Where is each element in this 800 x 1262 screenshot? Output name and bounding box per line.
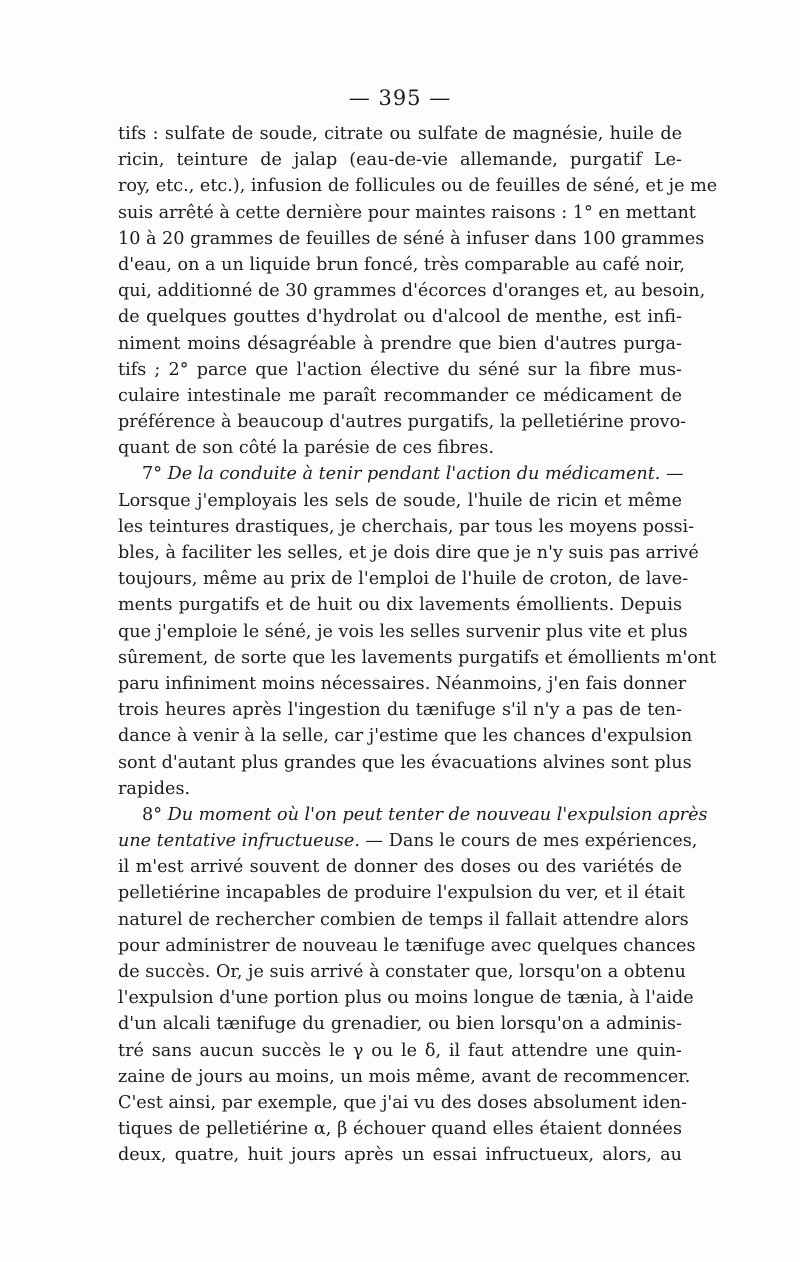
text-line: [118, 278, 706, 304]
text-line: [118, 173, 718, 199]
line-text: 7°: [142, 464, 162, 485]
line-text: préférence à beaucoup d'autres purgatifs, la pelletiérine provo-: [118, 412, 687, 433]
text-line: [118, 226, 705, 252]
line-text: culaire intestinale me paraît recommander ce médicament de: [118, 385, 682, 406]
text-line: [118, 985, 694, 1011]
line-text: d'un alcali tænifuge du grenadier, ou bien lorsqu'on a adminis-: [118, 1014, 682, 1035]
line-text: 10 à 20 grammes de feuilles de séné à infuser dans 100 grammes: [118, 228, 705, 249]
line-text: zaine de jours au moins, un mois même, avant de recommencer.: [118, 1066, 691, 1087]
text-line: [118, 409, 687, 435]
text-line: [118, 566, 689, 592]
line-text: toujours, même au prix de l'emploi de l'huile de croton, de lave-: [118, 569, 689, 590]
line-text: niment moins désagréable à prendre que bien d'autres purga-: [118, 333, 682, 354]
text-line: [118, 697, 682, 723]
body-text: [118, 121, 718, 1169]
text-line: [118, 959, 686, 985]
line-text: les teintures drastiques, je cherchais, par tous les moyens possi-: [118, 516, 695, 537]
text-line: [118, 619, 688, 645]
line-text: deux, quatre, huit jours après un essai infructueux, alors, au: [118, 1145, 682, 1166]
text-line: [118, 461, 682, 487]
text-line: [118, 488, 682, 514]
line-text: il m'est arrivé souvent de donner des doses ou des variétés de: [118, 857, 682, 878]
text-line: [118, 540, 699, 566]
line-text: qui, additionné de 30 grammes d'écorces d'oranges et, au besoin,: [118, 281, 706, 302]
line-text: de succès. Or, je suis arrivé à constater que, lorsqu'on a obtenu: [118, 962, 686, 982]
text-line: [118, 723, 693, 749]
line-text: sûrement, de sorte que les lavements purgatifs et émollients m'ont: [118, 647, 717, 668]
line-text: ricin, teinture de jalap (eau-de-vie allemande, purgatif Le-: [118, 150, 682, 171]
line-text: naturel de rechercher combien de temps il fallait attendre alors: [118, 909, 689, 930]
italic-heading: une tentative infructueuse.: [118, 831, 360, 852]
text-line: [118, 907, 689, 933]
text-line: [118, 671, 687, 697]
italic-heading: De la conduite à tenir pendant l'action du médicament.: [167, 464, 661, 485]
line-text: C'est ainsi, par exemple, que j'ai vu des doses absolument iden-: [118, 1092, 688, 1113]
text-line: [118, 828, 698, 854]
line-text: roy, etc., etc.), infusion de follicules ou de feuilles de séné, et je me: [118, 176, 718, 197]
text-line: [118, 592, 682, 618]
line-text: tifs ; 2° parce que l'action élective du séné sur la fibre mus-: [118, 359, 682, 380]
text-line: [118, 776, 682, 802]
text-line: [118, 1038, 682, 1064]
line-text: que j'emploie le séné, je vois les selles survenir plus vite et plus: [118, 621, 688, 642]
line-text: bles, à faciliter les selles, et je dois dire que je n'y suis pas arrivé: [118, 543, 699, 563]
line-text: 8°: [142, 804, 162, 825]
line-text: trois heures après l'ingestion du tænifuge s'il n'y a pas de ten-: [118, 700, 682, 721]
line-text: suis arrêté à cette dernière pour maintes raisons : 1° en mettant: [118, 202, 696, 223]
line-text: l'expulsion d'une portion plus ou moins longue de tænia, à l'aide: [118, 988, 694, 1009]
text-line: [118, 1064, 691, 1090]
text-line: [118, 252, 686, 278]
line-text: de quelques gouttes d'hydrolat ou d'alcool de menthe, est infi-: [118, 307, 682, 328]
text-line: [118, 121, 682, 147]
text-line: [118, 147, 682, 173]
text-line: [118, 854, 682, 880]
line-text: dance à venir à la selle, car j'estime que les chances d'expulsion: [118, 726, 693, 747]
text-line: [118, 1116, 682, 1142]
text-line: [118, 1090, 688, 1116]
text-line: [118, 357, 682, 383]
text-line: [118, 435, 682, 461]
text-line: [118, 514, 695, 540]
text-line: [118, 750, 692, 776]
italic-heading: Du moment où l'on peut tenter de nouveau l'expulsion après: [167, 804, 708, 825]
text-line: [118, 1142, 682, 1168]
line-text: tifs : sulfate de soude, citrate ou sulfate de magnésie, huile de: [118, 124, 682, 144]
line-text: — Dans le cours de mes expériences,: [365, 831, 698, 852]
line-text: pelletiérine incapables de produire l'expulsion du ver, et il était: [118, 883, 685, 904]
text-line: [118, 331, 682, 357]
text-line: [118, 880, 685, 906]
text-line: [118, 645, 717, 671]
page-number: — 395 —: [348, 86, 452, 110]
line-text: ments purgatifs et de huit ou dix lavements émollients. Depuis: [118, 595, 682, 616]
text-line: [118, 802, 708, 828]
line-text: tré sans aucun succès le γ ou le δ, il faut attendre une quin-: [118, 1040, 682, 1061]
line-text: Lorsque j'employais les sels de soude, l'huile de ricin et même: [118, 490, 682, 511]
text-line: [118, 200, 696, 226]
line-text: sont d'autant plus grandes que les évacuations alvines sont plus: [118, 752, 692, 773]
line-text: quant de son côté la parésie de ces fibres.: [118, 438, 494, 459]
text-line: [118, 304, 682, 330]
line-text: —: [665, 464, 684, 485]
line-text: d'eau, on a un liquide brun foncé, très comparable au café noir,: [118, 254, 686, 275]
text-line: [118, 383, 682, 409]
line-text: tiques de pelletiérine α, β échouer quand elles étaient données: [118, 1119, 682, 1140]
text-line: [118, 933, 696, 959]
line-text: rapides.: [118, 778, 191, 799]
text-line: [118, 1011, 682, 1037]
line-text: paru infiniment moins nécessaires. Néanmoins, j'en fais donner: [118, 673, 687, 694]
line-text: pour administrer de nouveau le tænifuge avec quelques chances: [118, 935, 696, 956]
